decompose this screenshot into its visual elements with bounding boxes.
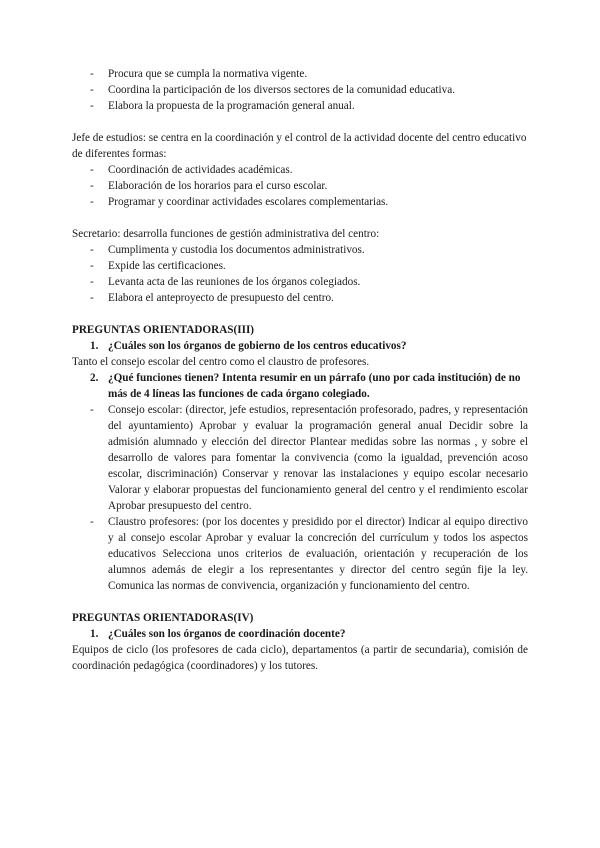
dash-bullet: - [90,164,94,176]
dash-bullet: - [90,516,94,528]
list-item [72,290,528,306]
question-number: 1. [90,628,99,640]
dash-bullet: - [90,68,94,80]
question-item [72,626,528,642]
spacer [72,306,528,322]
spacer [72,594,528,610]
list-item [72,194,528,210]
list-item-text: Levanta acta de las reuniones de los órganos colegiados. [108,276,361,288]
questions-iii-q1 [72,338,528,354]
section-heading-iii: PREGUNTAS ORIENTADORAS(III) [72,324,255,336]
answer-iii-1: Tanto el consejo escolar del centro como el claustro de profesores. [72,356,370,368]
dash-bullet: - [90,100,94,112]
list-item-text: Expide las certificaciones. [108,260,226,272]
secretario-list [72,242,528,306]
spacer [72,210,528,226]
dash-bullet: - [90,84,94,96]
dash-bullet: - [90,260,94,272]
list-item-text: Elabora el anteproyecto de presupuesto del centro. [108,292,334,304]
list-item [72,98,528,114]
answer-iii-2-list [72,402,528,594]
list-item-text: Cumplimenta y custodia los documentos administrativos. [108,244,365,256]
jefe-estudios-list [72,162,528,210]
question-text: ¿Cuáles son los órganos de coordinación docente? [108,628,346,640]
list-item-text: Elaboración de los horarios para el curso escolar. [108,180,328,192]
dash-bullet: - [90,196,94,208]
question-text: ¿Cuáles son los órganos de gobierno de los centros educativos? [108,340,407,352]
dash-bullet: - [90,244,94,256]
claustro-profesores-text: Claustro profesores: (por los docentes y presidido por el director) Indicar al equipo directivo y al consejo escolar Aprobar y evaluar la concreción del currículum y todos los aspectos educativos Selecciona unos criterios de evaluación, orientación y recuperación de los alumnos además de elegir a los representantes y director del centro según fije la ley. Comunica las normas de convivencia, organización y funcionamiento del centro. [108,516,528,592]
dash-bullet: - [90,292,94,304]
answer-iv-1: Equipos de ciclo (los profesores de cada ciclo), departamentos (a partir de secundaria), comisión de coordinación pedagógica (coordinadores) y los tutores. [72,644,528,672]
document-page [72,66,528,674]
spacer [72,114,528,130]
list-item-text: Coordina la participación de los diversos sectores de la comunidad educativa. [108,84,456,96]
dash-bullet: - [90,276,94,288]
list-item [72,162,528,178]
list-item-text: Procura que se cumpla la normativa vigente. [108,68,308,80]
jefe-estudios-intro: Jefe de estudios: se centra en la coordinación y el control de la actividad docente del centro educativo de diferentes formas: [72,132,527,160]
dash-bullet: - [90,404,94,416]
list-item [72,514,528,594]
list-item [72,66,528,82]
questions-iii-q2 [72,370,528,402]
list-item-text: Coordinación de actividades académicas. [108,164,293,176]
question-text: ¿Qué funciones tienen? Intenta resumir en un párrafo (uno por cada institución) de no más de 4 líneas las funciones de cada órgano colegiado. [108,372,521,400]
question-item [72,370,528,402]
dash-bullet: - [90,180,94,192]
list-item-text: Elabora la propuesta de la programación general anual. [108,100,355,112]
secretario-intro: Secretario: desarrolla funciones de gestión administrativa del centro: [72,228,380,240]
list-item [72,82,528,98]
consejo-escolar-text: Consejo escolar: (director, jefe estudios, representación profesorado, padres, y representación del ayuntamiento) Aprobar y evaluar la programación general anual Decidir sobre la admisión alumnado y elección del director Plantear medidas sobre las normas , y sobre el desarrollo de valores para fomentar la convivencia (como la igualdad, prevención acoso escolar, discriminación) Conservar y renovar las instalaciones y equipo escolar necesario Valorar y elaborar propuestas del funcionamiento general del centro y el rendimiento escolar Aprobar presupuesto del centro. [108,404,528,512]
list-item-text: Programar y coordinar actividades escolares complementarias. [108,196,389,208]
question-item [72,338,528,354]
question-number: 2. [90,372,99,384]
list-item [72,274,528,290]
section-heading-iv: PREGUNTAS ORIENTADORAS(IV) [72,612,254,624]
questions-iv-q1 [72,626,528,642]
list-item [72,178,528,194]
question-number: 1. [90,340,99,352]
list-item [72,242,528,258]
director-functions-list [72,66,528,114]
list-item [72,402,528,514]
list-item [72,258,528,274]
